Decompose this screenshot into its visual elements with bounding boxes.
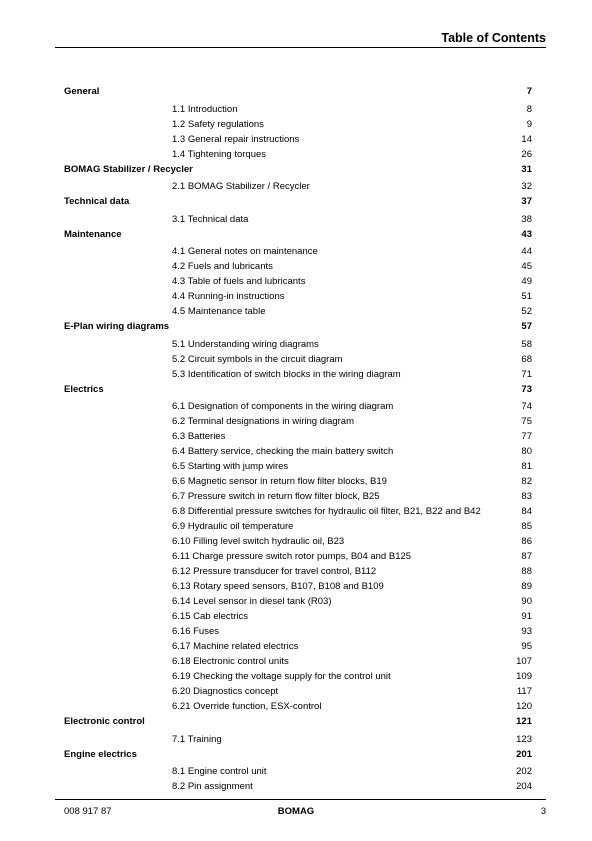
toc-entry-title: 6.6 Magnetic sensor in return flow filter blocks, B19 bbox=[172, 476, 387, 487]
toc-entry-page: 57 bbox=[521, 321, 532, 332]
toc-entry-title: BOMAG Stabilizer / Recycler bbox=[64, 163, 193, 175]
toc-entry-title: 6.2 Terminal designations in wiring diagram bbox=[172, 416, 355, 427]
toc-section-entry[interactable] bbox=[64, 764, 532, 779]
toc-section-entry[interactable] bbox=[64, 669, 532, 684]
toc-section-entry[interactable] bbox=[64, 534, 532, 549]
toc-entry-page: 43 bbox=[521, 228, 532, 240]
toc-entry-title: 6.13 Rotary speed sensors, B107, B108 and B109 bbox=[172, 581, 384, 592]
toc-entry-title: 4.5 Maintenance table bbox=[172, 306, 266, 317]
toc-entry-title: 4.1 General notes on maintenance bbox=[172, 246, 318, 257]
toc-section-entry[interactable] bbox=[64, 459, 532, 474]
toc-entry-title: 6.7 Pressure switch in return flow filter block, B25 bbox=[172, 491, 380, 502]
toc-entry-page: 44 bbox=[521, 246, 532, 257]
toc-section-entry[interactable] bbox=[64, 519, 532, 534]
toc-entry-page: 7 bbox=[526, 86, 532, 97]
toc-chapter-entry[interactable] bbox=[64, 714, 532, 730]
toc-entry-title: Technical data bbox=[64, 196, 130, 207]
toc-entry-title: 6.21 Override function, ESX-control bbox=[172, 701, 322, 712]
toc-entry-page: 90 bbox=[521, 596, 532, 607]
toc-entry-title: 1.1 Introduction bbox=[172, 103, 238, 115]
toc-entry-title: 6.5 Starting with jump wires bbox=[172, 461, 289, 472]
toc-entry-title: 1.2 Safety regulations bbox=[172, 118, 264, 130]
page-number: 3 bbox=[540, 806, 546, 817]
toc-entry-page: 26 bbox=[521, 148, 532, 160]
toc-entry-title: 6.11 Charge pressure switch rotor pumps, B04 and B125 bbox=[172, 551, 412, 562]
toc-section-entry[interactable] bbox=[64, 579, 532, 594]
toc-section-entry[interactable] bbox=[64, 684, 532, 699]
toc-chapter-entry[interactable] bbox=[64, 194, 532, 210]
toc-entry-page: 88 bbox=[521, 566, 532, 577]
toc-entry-page: 14 bbox=[521, 133, 532, 145]
toc-entry-title: 5.1 Understanding wiring diagrams bbox=[172, 338, 319, 350]
toc-entry-title: 6.16 Fuses bbox=[172, 626, 219, 637]
toc-section-entry[interactable] bbox=[64, 732, 532, 747]
toc-entry-title: 4.4 Running-in instructions bbox=[172, 291, 285, 302]
toc-entry-page: 74 bbox=[521, 401, 532, 412]
toc-section-entry[interactable] bbox=[64, 474, 532, 489]
toc-section-entry[interactable] bbox=[64, 212, 532, 227]
toc-entry-title: 3.1 Technical data bbox=[172, 213, 249, 225]
toc-entry-title: 6.19 Checking the voltage supply for the control unit bbox=[172, 671, 391, 682]
toc-section-entry[interactable] bbox=[64, 352, 532, 367]
toc-entry-page: 37 bbox=[521, 196, 532, 207]
toc-section-entry[interactable] bbox=[64, 179, 532, 194]
toc-entry-title: 7.1 Training bbox=[172, 733, 222, 745]
toc-entry-page: 89 bbox=[521, 581, 532, 592]
toc-entry-page: 81 bbox=[521, 461, 532, 472]
toc-entry-title: 6.20 Diagnostics concept bbox=[172, 686, 279, 697]
toc-section-entry[interactable] bbox=[64, 624, 532, 639]
toc-entry-title: E-Plan wiring diagrams bbox=[64, 321, 170, 332]
toc-entry-title: 6.17 Machine related electrics bbox=[172, 641, 299, 652]
toc-entry-page: 201 bbox=[516, 748, 532, 760]
toc-chapter-entry[interactable] bbox=[64, 227, 532, 243]
footer-brand: BOMAG bbox=[277, 806, 315, 817]
toc-entry-page: 121 bbox=[516, 716, 532, 727]
footer-divider bbox=[55, 799, 546, 800]
toc-section-entry[interactable] bbox=[64, 609, 532, 624]
toc-entry-title: Electronic control bbox=[64, 716, 145, 727]
toc-entry-page: 117 bbox=[516, 686, 532, 697]
toc-entry-page: 204 bbox=[516, 781, 532, 792]
toc-section-entry[interactable] bbox=[64, 564, 532, 579]
toc-section-entry[interactable] bbox=[64, 594, 532, 609]
toc-entry-page: 91 bbox=[521, 611, 532, 622]
toc-chapter-entry[interactable] bbox=[64, 382, 532, 398]
toc-entry-page: 45 bbox=[521, 261, 532, 272]
toc-entry-title: 6.4 Battery service, checking the main battery switch bbox=[172, 446, 394, 457]
toc-entry-page: 73 bbox=[521, 383, 532, 395]
toc-section-entry[interactable] bbox=[64, 549, 532, 564]
toc-section-entry[interactable] bbox=[64, 102, 532, 117]
toc-entry-title: 6.14 Level sensor in diesel tank (R03) bbox=[172, 596, 332, 607]
toc-entry-page: 87 bbox=[521, 551, 532, 562]
toc-entry-page: 85 bbox=[521, 521, 532, 532]
toc-entry-page: 32 bbox=[521, 181, 532, 192]
toc-entry-title: 4.2 Fuels and lubricants bbox=[172, 261, 273, 272]
toc-entry-title: 1.3 General repair instructions bbox=[172, 133, 300, 145]
toc-entry-page: 120 bbox=[516, 701, 532, 712]
toc-section-entry[interactable] bbox=[64, 414, 532, 429]
table-of-contents bbox=[64, 84, 532, 794]
toc-entry-page: 75 bbox=[521, 416, 532, 427]
toc-section-entry[interactable] bbox=[64, 504, 532, 519]
toc-entry-title: 6.15 Cab electrics bbox=[172, 611, 249, 622]
toc-entry-page: 93 bbox=[521, 626, 532, 637]
toc-entry-page: 68 bbox=[521, 353, 532, 365]
toc-section-entry[interactable] bbox=[64, 654, 532, 669]
toc-chapter-entry[interactable] bbox=[64, 84, 532, 100]
toc-entry-page: 82 bbox=[521, 476, 532, 487]
toc-chapter-entry[interactable] bbox=[64, 747, 532, 763]
toc-entry-page: 52 bbox=[521, 306, 532, 317]
toc-section-entry[interactable] bbox=[64, 304, 532, 319]
toc-entry-page: 84 bbox=[521, 506, 532, 517]
toc-entry-page: 38 bbox=[521, 213, 532, 225]
toc-entry-page: 49 bbox=[521, 276, 532, 287]
header-divider bbox=[55, 47, 546, 48]
toc-entry-page: 51 bbox=[521, 291, 532, 302]
toc-entry-title: General bbox=[64, 86, 100, 97]
page-title: Table of Contents bbox=[441, 31, 546, 45]
toc-entry-title: 8.1 Engine control unit bbox=[172, 766, 267, 777]
toc-section-entry[interactable] bbox=[64, 429, 532, 444]
toc-entry-title: 6.10 Filling level switch hydraulic oil, B23 bbox=[172, 536, 345, 547]
toc-entry-page: 77 bbox=[521, 431, 532, 442]
toc-chapter-entry[interactable] bbox=[64, 162, 532, 178]
toc-entry-title: Maintenance bbox=[64, 228, 122, 240]
toc-entry-page: 202 bbox=[516, 766, 532, 777]
document-number: 008 917 87 bbox=[64, 806, 112, 817]
toc-section-entry[interactable] bbox=[64, 699, 532, 714]
toc-section-entry[interactable] bbox=[64, 244, 532, 259]
toc-section-entry[interactable] bbox=[64, 147, 532, 162]
toc-entry-title: 4.3 Table of fuels and lubricants bbox=[172, 276, 306, 287]
toc-entry-page: 71 bbox=[521, 368, 532, 380]
toc-entry-title: 6.12 Pressure transducer for travel control, B112 bbox=[172, 566, 377, 577]
toc-entry-page: 9 bbox=[526, 118, 532, 130]
toc-entry-title: 5.3 Identification of switch blocks in the wiring diagram bbox=[172, 368, 401, 380]
toc-entry-page: 123 bbox=[516, 733, 532, 745]
toc-section-entry[interactable] bbox=[64, 289, 532, 304]
toc-entry-page: 86 bbox=[521, 536, 532, 547]
toc-entry-page: 83 bbox=[521, 491, 532, 502]
toc-section-entry[interactable] bbox=[64, 274, 532, 289]
toc-section-entry[interactable] bbox=[64, 779, 532, 794]
toc-section-entry[interactable] bbox=[64, 132, 532, 147]
toc-entry-title: 6.1 Designation of components in the wiring diagram bbox=[172, 401, 394, 412]
toc-entry-title: 6.8 Differential pressure switches for hydraulic oil filter, B21, B22 and B42 bbox=[172, 506, 481, 517]
toc-entry-title: Engine electrics bbox=[64, 748, 137, 760]
toc-entry-title: 8.2 Pin assignment bbox=[172, 781, 253, 792]
toc-section-entry[interactable] bbox=[64, 489, 532, 504]
toc-entry-title: 1.4 Tightening torques bbox=[172, 148, 267, 160]
toc-entry-title: 6.3 Batteries bbox=[172, 431, 226, 442]
toc-entry-page: 109 bbox=[516, 671, 532, 682]
toc-entry-page: 95 bbox=[521, 641, 532, 652]
toc-section-entry[interactable] bbox=[64, 399, 532, 414]
toc-entry-title: 2.1 BOMAG Stabilizer / Recycler bbox=[172, 181, 310, 192]
toc-entry-title: Electrics bbox=[64, 383, 104, 395]
toc-section-entry[interactable] bbox=[64, 337, 532, 352]
toc-entry-title: 6.9 Hydraulic oil temperature bbox=[172, 521, 294, 532]
toc-chapter-entry[interactable] bbox=[64, 319, 532, 335]
toc-section-entry[interactable] bbox=[64, 639, 532, 654]
toc-entry-title: 5.2 Circuit symbols in the circuit diagram bbox=[172, 353, 343, 365]
toc-entry-page: 107 bbox=[516, 656, 532, 667]
toc-section-entry[interactable] bbox=[64, 444, 532, 459]
toc-entry-page: 58 bbox=[521, 338, 532, 350]
toc-entry-page: 31 bbox=[521, 163, 532, 175]
toc-section-entry[interactable] bbox=[64, 117, 532, 132]
toc-entry-page: 8 bbox=[526, 103, 532, 115]
toc-entry-title: 6.18 Electronic control units bbox=[172, 656, 289, 667]
toc-section-entry[interactable] bbox=[64, 259, 532, 274]
toc-entry-page: 80 bbox=[521, 446, 532, 457]
toc-section-entry[interactable] bbox=[64, 367, 532, 382]
